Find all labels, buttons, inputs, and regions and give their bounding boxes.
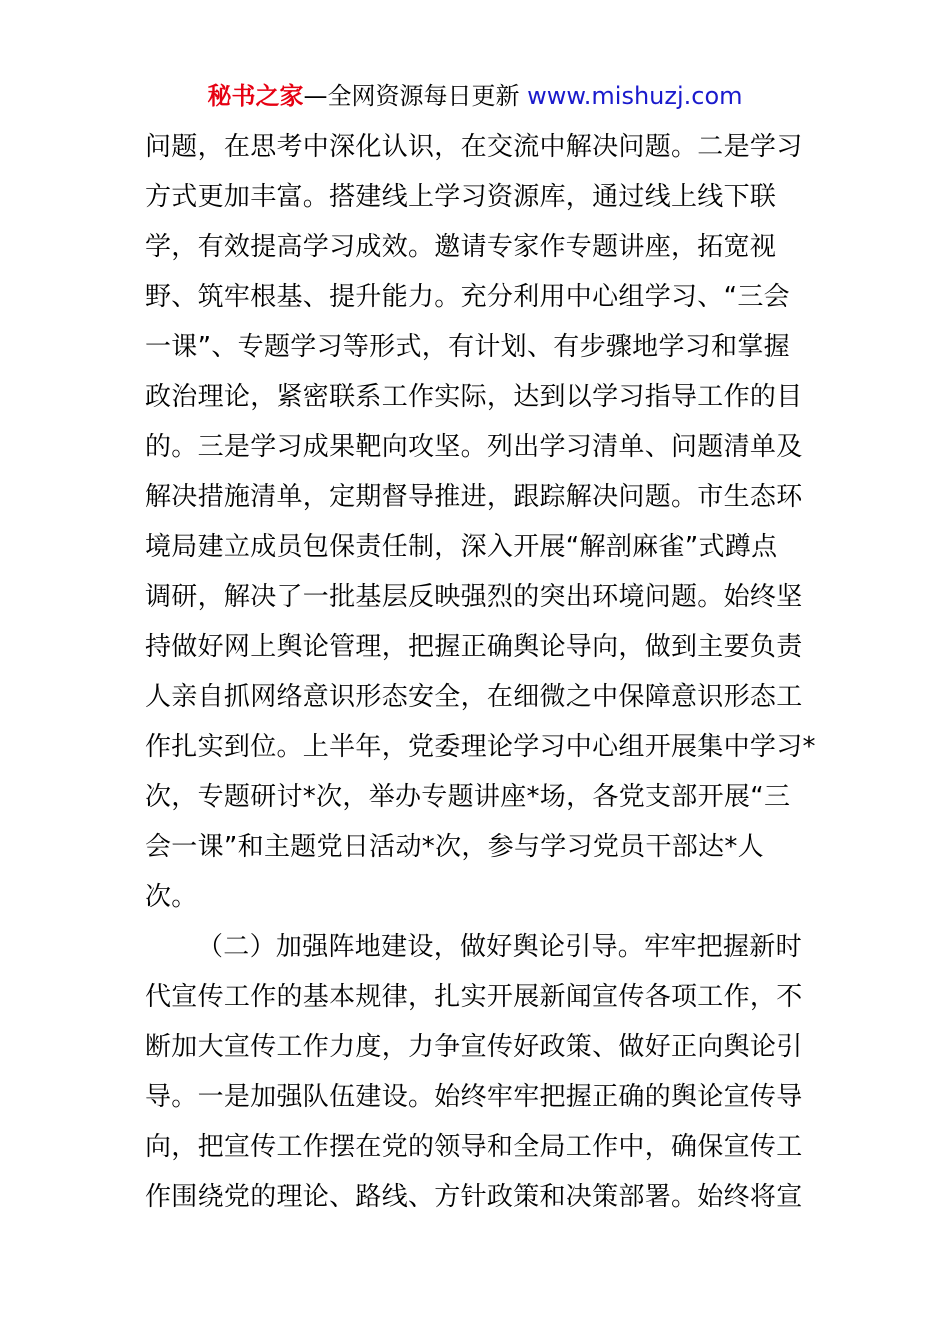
text-line: 一课”、专题学习等形式，有计划、有步骤地学习和掌握 <box>145 332 790 362</box>
text-line: 方式更加丰富。搭建线上学习资源库，通过线上线下联 <box>145 182 777 212</box>
site-header <box>0 80 950 112</box>
text-line: 代宣传工作的基本规律，扎实开展新闻宣传各项工作，不 <box>145 982 803 1012</box>
text-line: 政治理论，紧密联系工作实际，达到以学习指导工作的目 <box>145 382 803 412</box>
text-line: 作扎实到位。上半年，党委理论学习中心组开展集中学习* <box>145 732 816 762</box>
text-line: 次，专题研讨*次，举办专题讲座*场，各党支部开展“三 <box>145 782 791 812</box>
text-line: 境局建立成员包保责任制，深入开展“解剖麻雀”式蹲点 <box>145 532 778 562</box>
text-line: 向，把宣传工作摆在党的领导和全局工作中，确保宣传工 <box>145 1132 803 1162</box>
text-line: 人亲自抓网络意识形态安全，在细微之中保障意识形态工 <box>145 682 803 712</box>
text-line: 调研，解决了一批基层反映强烈的突出环境问题。始终坚 <box>145 582 803 612</box>
site-url-link[interactable]: www.mishuzj.com <box>527 82 743 110</box>
text-line: 导。一是加强队伍建设。始终牢牢把握正确的舆论宣传导 <box>145 1082 803 1112</box>
text-line: 的。三是学习成果靶向攻坚。列出学习清单、问题清单及 <box>145 432 803 462</box>
text-line: 问题，在思考中深化认识，在交流中解决问题。二是学习 <box>145 132 803 162</box>
text-line: 野、筑牢根基、提升能力。充分利用中心组学习、“三会 <box>145 282 790 312</box>
text-line: 次。 <box>145 882 198 912</box>
brand-name: 秘书之家 <box>207 82 304 110</box>
text-line: 持做好网上舆论管理，把握正确舆论导向，做到主要负责 <box>145 632 803 662</box>
text-line: 解决措施清单，定期督导推进，跟踪解决问题。市生态环 <box>145 482 803 512</box>
document-body <box>145 122 816 1222</box>
text-line: 断加大宣传工作力度，力争宣传好政策、做好正向舆论引 <box>145 1032 803 1062</box>
text-line: 作围绕党的理论、路线、方针政策和决策部署。始终将宣 <box>145 1182 803 1212</box>
text-line: 会一课”和主题党日活动*次，参与学习党员干部达*人 <box>145 832 764 862</box>
section-heading-line: （二）加强阵地建设，做好舆论引导。牢牢把握新时 <box>197 932 802 962</box>
text-line: 学，有效提高学习成效。邀请专家作专题讲座，拓宽视 <box>145 232 777 262</box>
header-tagline: —全网资源每日更新 <box>303 82 520 110</box>
